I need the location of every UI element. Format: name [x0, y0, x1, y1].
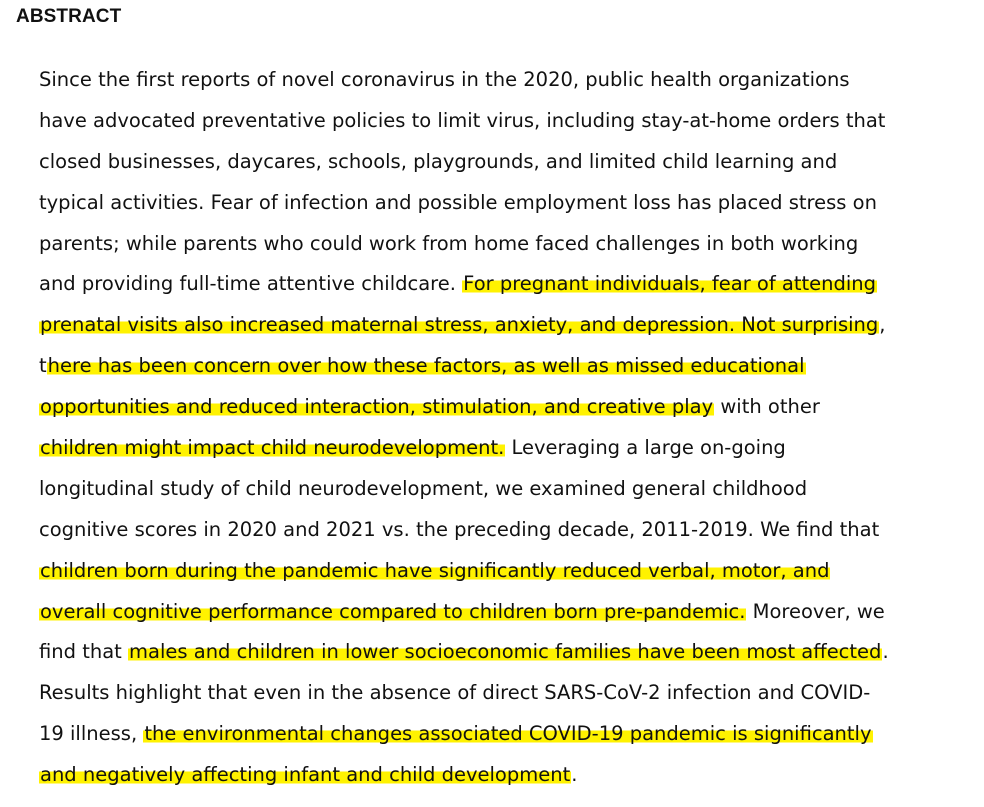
- body-text: closed businesses, daycares, schools, playgrounds, and limited child learning and: [39, 149, 838, 173]
- highlighted-text: children born during the pandemic have significantly reduced verbal, motor, and: [40, 558, 830, 582]
- body-text: with other: [714, 395, 820, 419]
- text-line: [39, 632, 979, 673]
- text-line: [39, 346, 979, 387]
- body-text: 19 illness,: [39, 722, 144, 746]
- abstract-paragraph: [39, 60, 979, 796]
- text-line: [39, 387, 979, 428]
- highlighted-text: the environmental changes associated COVID-19 pandemic is significantly: [144, 722, 872, 746]
- body-text: t: [39, 354, 47, 378]
- text-line: [39, 551, 979, 592]
- body-text: Results highlight that even in the absence of direct SARS-CoV-2 infection and COVID-: [39, 681, 871, 705]
- body-text: find that: [39, 640, 129, 664]
- text-line: [39, 469, 979, 510]
- section-heading: ABSTRACT: [16, 6, 122, 27]
- highlighted-text: and negatively affecting infant and child development: [40, 763, 571, 787]
- body-text: Moreover, we: [746, 599, 885, 623]
- body-text: have advocated preventative policies to limit virus, including stay-at-home orders that: [39, 108, 886, 132]
- text-line: [39, 101, 979, 142]
- text-line: [39, 142, 979, 183]
- text-line: [39, 510, 979, 551]
- highlighted-text: males and children in lower socioeconomic families have been most affected: [129, 640, 882, 664]
- text-line: [39, 714, 979, 755]
- text-line: [39, 224, 979, 265]
- body-text: parents; while parents who could work from home faced challenges in both working: [39, 231, 859, 255]
- body-text: .: [882, 640, 889, 664]
- text-line: [39, 60, 979, 101]
- body-text: cognitive scores in 2020 and 2021 vs. the preceding decade, 2011-2019. We find that: [39, 517, 880, 541]
- highlighted-text: overall cognitive performance compared to children born pre-pandemic.: [40, 599, 746, 623]
- body-text: ,: [879, 313, 886, 337]
- body-text: and providing full-time attentive childcare.: [39, 272, 463, 296]
- text-line: [39, 755, 979, 796]
- text-line: [39, 673, 979, 714]
- body-text: typical activities. Fear of infection and possible employment loss has placed stress on: [39, 190, 877, 214]
- text-line: [39, 305, 979, 346]
- text-line: [39, 183, 979, 224]
- body-text: Since the first reports of novel coronavirus in the 2020, public health organizations: [39, 68, 850, 91]
- highlighted-text: here has been concern over how these factors, as well as missed educational: [47, 354, 805, 378]
- body-text: Leveraging a large on-going: [505, 436, 786, 460]
- highlighted-text: For pregnant individuals, fear of attending: [463, 272, 877, 296]
- body-text: .: [571, 763, 578, 787]
- text-line: [39, 592, 979, 633]
- text-line: [39, 428, 979, 469]
- text-line: [39, 264, 979, 305]
- highlighted-text: opportunities and reduced interaction, stimulation, and creative play: [40, 395, 714, 419]
- highlighted-text: prenatal visits also increased maternal stress, anxiety, and depression. Not surprising: [40, 313, 879, 337]
- body-text: longitudinal study of child neurodevelopment, we examined general childhood: [39, 476, 808, 500]
- highlighted-text: children might impact child neurodevelopment.: [40, 436, 505, 460]
